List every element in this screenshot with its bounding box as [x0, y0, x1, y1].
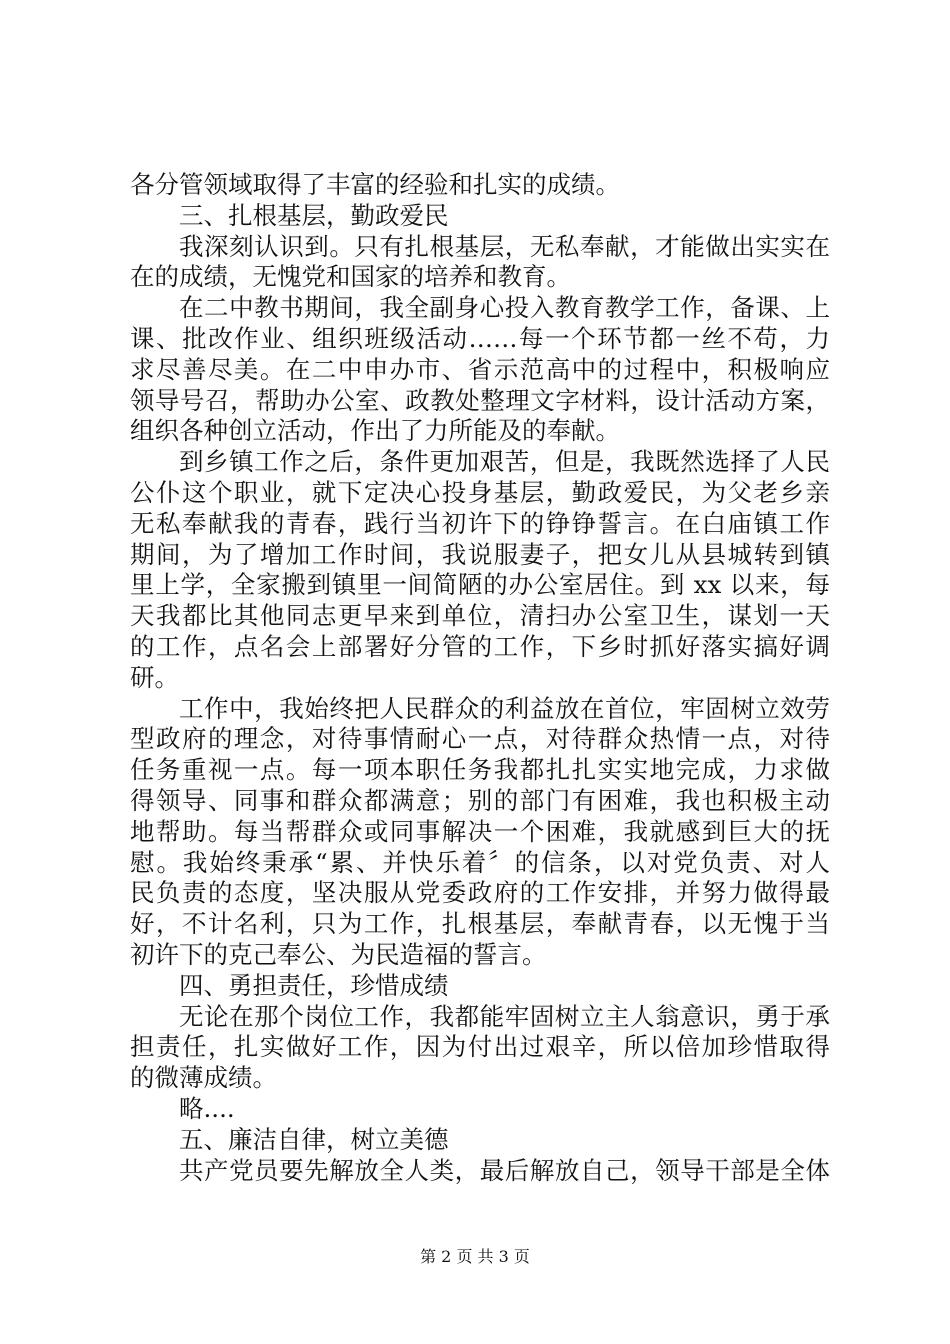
text-line: 地帮助。每当帮群众或同事解决一个困难，我就感到巨大的抚: [130, 816, 830, 846]
page-footer: [0, 1247, 950, 1267]
text-line: 略....: [179, 1093, 235, 1123]
document-body: [130, 170, 830, 1186]
text-line: 期间，为了增加工作时间，我说服妻子，把女儿从县城转到镇: [130, 539, 830, 569]
text-line: 天我都比其他同志更早来到单位，清扫办公室卫生，谋划一天: [130, 601, 830, 631]
text-line: 担责任，扎实做好工作，因为付出过艰辛，所以倍加珍惜取得: [130, 1032, 830, 1062]
text-line: 求尽善尽美。在二中申办市、省示范高中的过程中，积极响应: [130, 354, 830, 384]
text-line: 初许下的克己奉公、为民造福的誓言。: [130, 939, 547, 969]
text-line: 组织各种创立活动，作出了力所能及的奉献。: [130, 416, 620, 446]
text-line: 的微薄成绩。: [130, 1063, 277, 1093]
text-line: 得领导、同事和群众都满意；别的部门有困难，我也积极主动: [130, 785, 830, 815]
text-line: 到乡镇工作之后，条件更加艰苦，但是，我既然选择了人民: [179, 447, 830, 477]
text-line: 共产党员要先解放全人类，最后解放自己，领导干部是全体: [179, 1155, 830, 1185]
text-line: 五、廉洁自律，树立美德: [179, 1124, 449, 1154]
text-line: 里上学，全家搬到镇里一间简陋的办公室居住。到 xx 以来，每: [130, 570, 830, 600]
text-line: 研。: [130, 662, 179, 692]
text-line: 慰。我始终秉承“累、并快乐着〞的信条，以对党负责、对人: [130, 847, 830, 877]
text-line: 各分管领域取得了丰富的经验和扎实的成绩。: [130, 170, 620, 199]
text-line: 好，不计名利，只为工作，扎根基层，奉献青春，以无愧于当: [130, 909, 830, 939]
text-line: 的工作，点名会上部署好分管的工作，下乡时抓好落实搞好调: [130, 631, 830, 661]
text-line: 课、批改作业、组织班级活动……每一个环节都一丝不苟，力: [130, 323, 830, 353]
text-line: 无私奉献我的青春，践行当初许下的铮铮誓言。在白庙镇工作: [130, 508, 830, 538]
text-line: 任务重视一点。每一项本职任务我都扎扎实实地完成，力求做: [130, 755, 830, 785]
text-line: 型政府的理念，对待事情耐心一点，对待群众热情一点，对待: [130, 724, 830, 754]
text-line: 四、勇担责任，珍惜成绩: [179, 970, 449, 1000]
text-line: 在的成绩，无愧党和国家的培养和教育。: [130, 262, 571, 292]
text-line: 三、扎根基层，勤政爱民: [179, 200, 449, 230]
text-line: 公仆这个职业，就下定决心投身基层，勤政爱民，为父老乡亲: [130, 477, 830, 507]
text-line: 我深刻认识到。只有扎根基层，无私奉献，才能做出实实在: [179, 231, 830, 261]
page-number: 第 2 页 共 3 页: [420, 1247, 530, 1266]
text-line: 工作中，我始终把人民群众的利益放在首位，牢固树立效劳: [179, 693, 830, 723]
text-line: 领导号召，帮助办公室、政教处整理文字材料，设计活动方案，: [130, 385, 830, 415]
text-line: 民负责的态度，坚决服从党委政府的工作安排，并努力做得最: [130, 878, 830, 908]
text-line: 无论在那个岗位工作，我都能牢固树立主人翁意识，勇于承: [179, 1001, 830, 1031]
text-line: 在二中教书期间，我全副身心投入教育教学工作，备课、上: [179, 293, 830, 323]
